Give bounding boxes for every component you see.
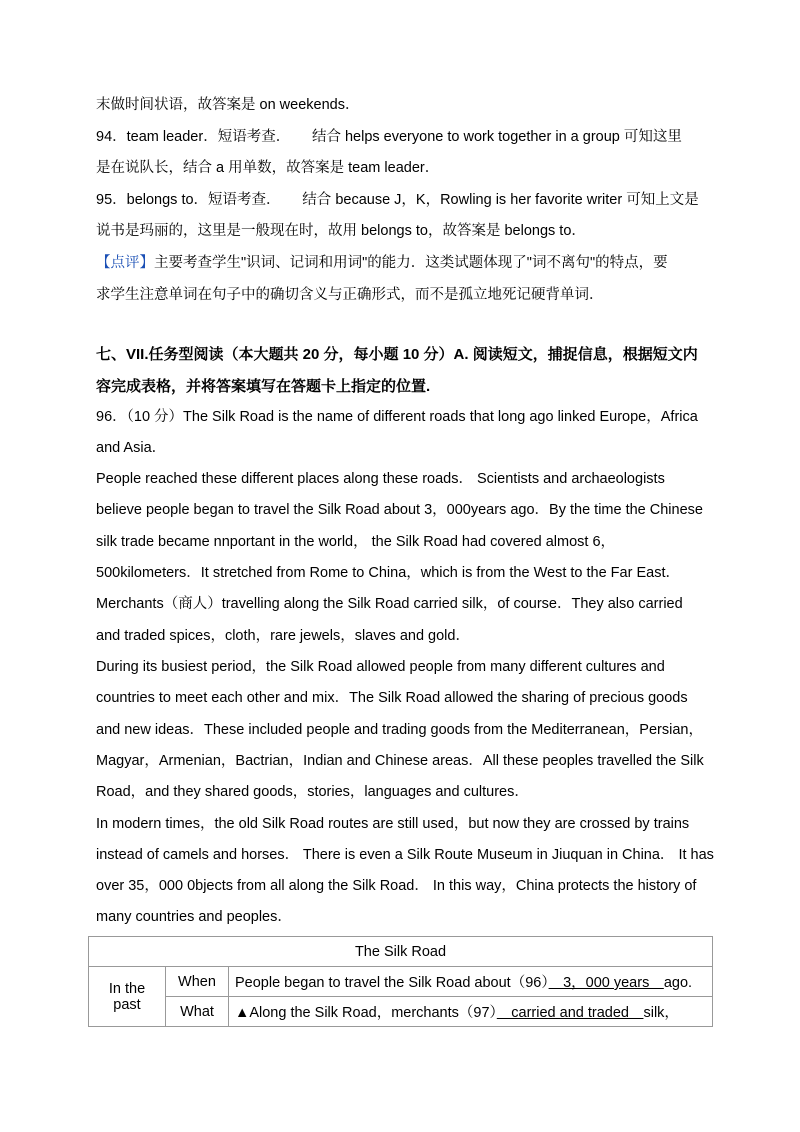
passage-line: Road，and they shared goods，stories，languages and cultures． bbox=[96, 784, 529, 800]
passage-line: instead of camels and horses． There is even a Silk Route Museum in Jiuquan in China． It has bbox=[96, 847, 714, 863]
text-line: 94．team leader．短语考查． 结合 helps everyone to work together in a group 可知这里 bbox=[96, 129, 682, 145]
row-group-label: In the past bbox=[89, 967, 166, 1027]
text-line: 说书是玛丽的，这里是一般现在时，故用 belongs to，故答案是 belongs to． bbox=[96, 223, 586, 239]
passage-line: and new ideas．These included people and trading goods from the Mediterranean，Persian， bbox=[96, 722, 703, 738]
answer-96: 3，000 years bbox=[548, 975, 664, 991]
passage-line: During its busiest period，the Silk Road allowed people from many different cultures and bbox=[96, 659, 665, 675]
text-line: 求学生注意单词在句子中的确切含义与正确形式，而不是孤立地死记硬背单词． bbox=[96, 287, 604, 303]
when-prompt: People began to travel the Silk Road about（96） bbox=[235, 975, 549, 991]
passage-line: and traded spices，cloth，rare jewels，slaves and gold． bbox=[96, 628, 470, 644]
text-line: 是在说队长，结合 a 用单数，故答案是 team leader． bbox=[96, 160, 440, 176]
what-cell bbox=[229, 997, 713, 1027]
what-suffix: silk， bbox=[643, 1005, 679, 1021]
text-line: 末做时间状语，故答案是 on weekends． bbox=[96, 97, 360, 113]
passage-line: over 35，000 0bjects from all along the Silk Road． In this way，China protects the history of bbox=[96, 878, 697, 894]
when-label: When bbox=[166, 967, 229, 997]
when-cell bbox=[229, 967, 713, 997]
answer-97: carried and traded bbox=[496, 1005, 644, 1021]
passage-line: silk trade became nnportant in the world， the Silk Road had covered almost 6， bbox=[96, 534, 616, 550]
when-suffix: ago. bbox=[663, 975, 693, 991]
passage-line: and Asia． bbox=[96, 440, 167, 456]
table-title: The Silk Road bbox=[89, 937, 713, 967]
what-label: What bbox=[166, 997, 229, 1027]
comment-tag: 【点评】 bbox=[96, 255, 154, 271]
passage-line: countries to meet each other and mix．The Silk Road allowed the sharing of precious goods bbox=[96, 690, 688, 706]
section-heading: 容完成表格，并将答案填写在答题卡上指定的位置. bbox=[96, 378, 431, 395]
what-prompt: ▲Along the Silk Road，merchants（97） bbox=[235, 1005, 497, 1021]
passage-line: Merchants（商人）travelling along the Silk Road carried silk，of course．They also carried bbox=[96, 596, 683, 612]
comment-text: 主要考查学生"识词、记词和用词"的能力．这类试题体现了"词不离句"的特点，要 bbox=[154, 255, 668, 271]
passage-line: believe people began to travel the Silk Road about 3，000years ago．By the time the Chinese bbox=[96, 502, 703, 518]
text-line: 95．belongs to．短语考查． 结合 because J，K，Rowling is her favorite writer 可知上文是 bbox=[96, 192, 699, 208]
silk-road-table bbox=[88, 936, 713, 1027]
comment-line bbox=[96, 253, 708, 273]
passage-line: In modern times，the old Silk Road routes are still used，but now they are crossed by trains bbox=[96, 816, 690, 832]
passage-line: 96．（10 分）The Silk Road is the name of different roads that long ago linked Europe，Africa bbox=[96, 409, 698, 425]
passage-line: 500kilometers．It stretched from Rome to China，which is from the West to the Far East． bbox=[96, 565, 680, 581]
passage-line: Magyar，Armenian，Bactrian，Indian and Chinese areas．All these peoples travelled the Silk bbox=[96, 753, 704, 769]
section-heading: 七、VII.任务型阅读（本大题共 20 分，每小题 10 分）A. 阅读短文，捕捉信息，根据短文内 bbox=[96, 346, 698, 363]
passage-line: many countries and peoples． bbox=[96, 909, 292, 925]
passage-line: People reached these different places along these roads． Scientists and archaeologists bbox=[96, 471, 665, 487]
